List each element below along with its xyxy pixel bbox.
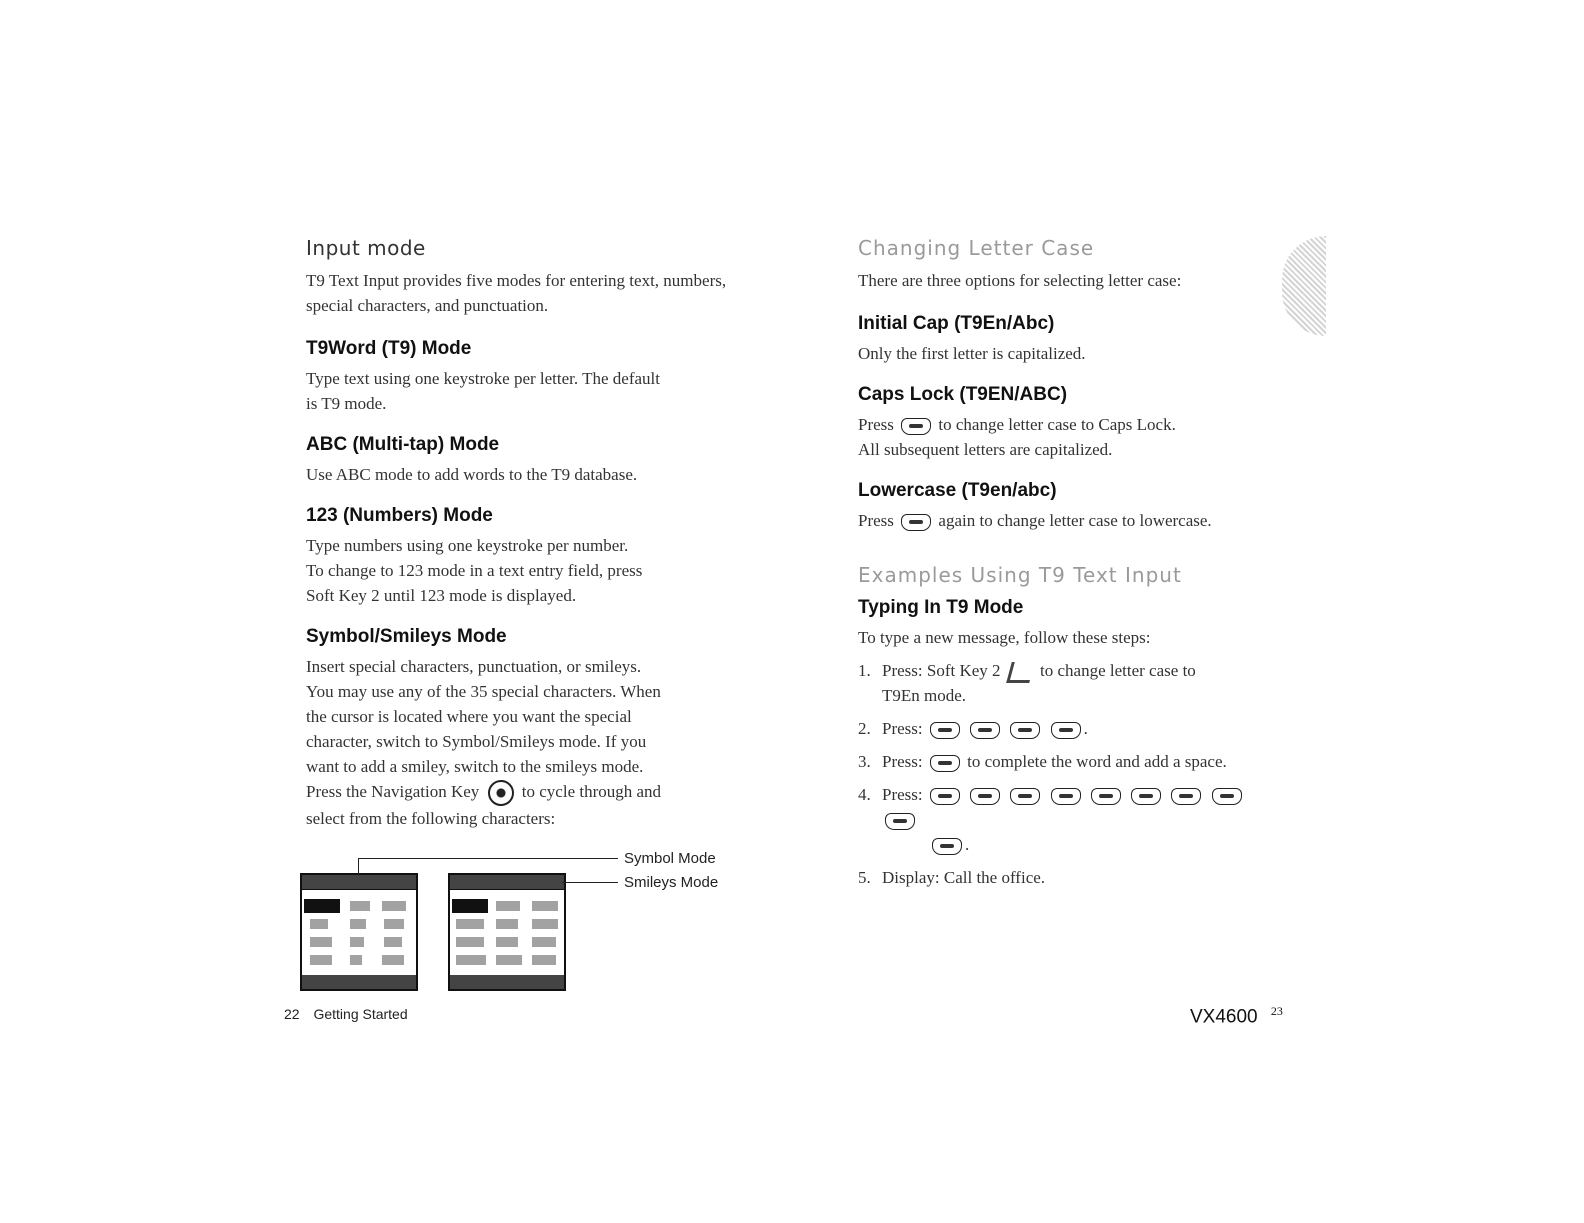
symbol-callout-line — [358, 858, 618, 859]
symbol-mode-callout: Symbol Mode — [624, 850, 716, 867]
key-3-icon — [1010, 788, 1040, 805]
key-4-icon — [1212, 788, 1242, 805]
selected-cell — [304, 899, 340, 913]
screen-title-bar — [450, 875, 564, 890]
smileys-callout-line — [562, 882, 618, 883]
key-5-icon — [1051, 722, 1081, 739]
key-3-icon — [932, 838, 962, 855]
right-page-number: 23 — [1270, 1004, 1283, 1018]
screen-softkey-bar — [302, 975, 416, 989]
numbers-line-2: To change to 123 mode in a text entry field, press — [306, 561, 643, 580]
lowercase-line — [858, 508, 1278, 533]
navigation-key-icon — [488, 780, 514, 806]
symbol-line-5: want to add a smiley, switch to the smileys mode. — [306, 757, 644, 776]
step-item: 2. Press: . — [858, 719, 1088, 738]
navigation-instruction — [306, 779, 746, 806]
left-column — [306, 236, 746, 831]
step-item: 5. Display: Call the office. — [858, 868, 1046, 887]
heading-abc-mode: ABC (Multi-tap) Mode — [306, 434, 500, 455]
heading-lowercase: Lowercase (T9en/abc) — [858, 480, 1057, 501]
screen-title-bar — [302, 875, 416, 890]
abc-line-1: Use ABC mode to add words to the T9 database. — [306, 465, 638, 484]
t9word-line-1: Type text using one keystroke per letter. The default — [306, 369, 660, 388]
star-shift-key-icon — [901, 514, 931, 531]
numbers-line-1: Type numbers using one keystroke per number. — [306, 536, 629, 555]
star-shift-key-icon — [901, 418, 931, 435]
selected-cell — [452, 899, 488, 913]
section-title-examples: Examples Using T9 Text Input — [858, 563, 1182, 587]
lowercase-press: Press — [858, 511, 894, 530]
lowercase-after: again to change letter case to lowercase. — [938, 511, 1212, 530]
left-page-number: 22 — [284, 1006, 300, 1022]
heading-initial-cap: Initial Cap (T9En/Abc) — [858, 313, 1055, 334]
nav-text-after: to cycle through and — [521, 782, 662, 801]
numbers-line-3: Soft Key 2 until 123 mode is displayed. — [306, 586, 577, 605]
symbol-mode-screen — [300, 873, 418, 991]
next-key-icon — [930, 755, 960, 772]
key-2-icon — [930, 722, 960, 739]
key-2-icon — [970, 722, 1000, 739]
heading-t9word-mode: T9Word (T9) Mode — [306, 338, 472, 359]
key-2-icon — [885, 813, 915, 830]
typing-steps-list — [858, 658, 1278, 890]
right-column — [858, 236, 1278, 898]
section-title-changing-letter-case: Changing Letter Case — [858, 236, 1095, 260]
caps-lock-line-1 — [858, 412, 1278, 437]
screen-softkey-bar — [450, 975, 564, 989]
soft-key-2-icon — [1006, 662, 1035, 683]
initial-cap-text: Only the first letter is capitalized. — [858, 344, 1086, 363]
symbol-line-3: the cursor is located where you want the special — [306, 707, 632, 726]
key-3-icon — [1131, 788, 1161, 805]
key-0-icon — [1051, 788, 1081, 805]
heading-symbol-smileys-mode: Symbol/Smileys Mode — [306, 626, 507, 647]
input-mode-intro: T9 Text Input provides five modes for entering text, numbers, special characters, and punctuation. — [306, 271, 727, 315]
key-6-icon — [1091, 788, 1121, 805]
symbol-line-2: You may use any of the 35 special characters. When — [306, 682, 661, 701]
key-3-icon — [1171, 788, 1201, 805]
caps-lock-after: to change letter case to Caps Lock. — [938, 415, 1176, 434]
heading-caps-lock: Caps Lock (T9EN/ABC) — [858, 384, 1068, 405]
caps-lock-press: Press — [858, 415, 894, 434]
nav-line-2: select from the following characters: — [306, 809, 556, 829]
nav-text-before: Press the Navigation Key — [306, 782, 480, 801]
t9word-line-2: is T9 mode. — [306, 394, 387, 413]
footer-left — [284, 1006, 408, 1022]
smileys-mode-callout: Smileys Mode — [624, 874, 719, 891]
step-item: 3. Press: to complete the word and add a space. — [858, 752, 1227, 771]
left-footer-text: Getting Started — [313, 1006, 408, 1022]
right-footer-text: VX4600 — [1190, 1006, 1258, 1028]
footer-right — [1190, 1004, 1283, 1028]
typing-intro: To type a new message, follow these steps: — [858, 628, 1151, 647]
key-5-icon — [1010, 722, 1040, 739]
symbol-callout-leader — [358, 858, 359, 874]
section-title-input-mode: Input mode — [306, 236, 426, 260]
smileys-mode-screen — [448, 873, 566, 991]
key-4-icon — [970, 788, 1000, 805]
letter-case-intro: There are three options for selecting letter case: — [858, 271, 1182, 290]
step-item: 4. Press: . — [858, 782, 1278, 857]
page-tab-thumb-icon — [1282, 236, 1326, 336]
symbol-line-4: character, switch to Symbol/Smileys mode. If you — [306, 732, 647, 751]
heading-typing-t9: Typing In T9 Mode — [858, 597, 1024, 618]
caps-lock-line-2: All subsequent letters are capitalized. — [858, 440, 1113, 459]
symbol-line-1: Insert special characters, punctuation, or smileys. — [306, 657, 642, 676]
heading-123-mode: 123 (Numbers) Mode — [306, 505, 493, 526]
key-8-icon — [930, 788, 960, 805]
step-item: 1. Press: Soft Key 2 to change letter case to T9En mode. — [858, 661, 1196, 705]
